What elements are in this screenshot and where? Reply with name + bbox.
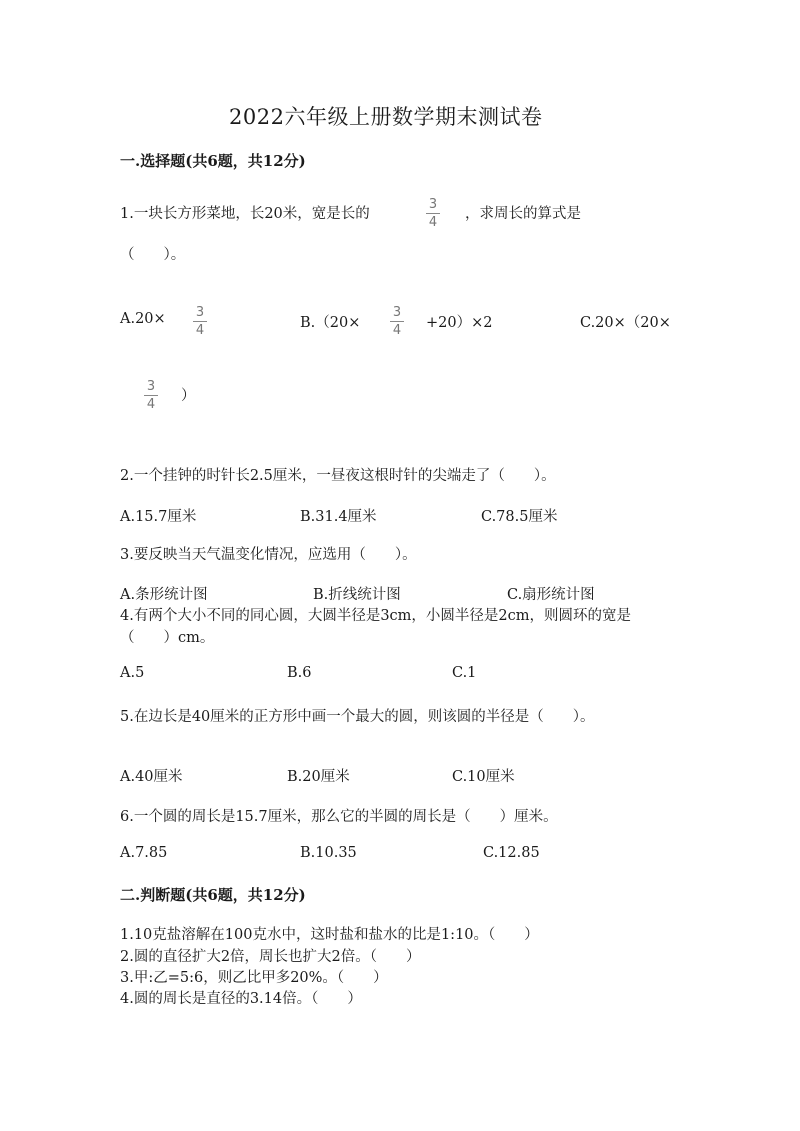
- q4-option-b: B.6: [287, 665, 312, 681]
- tf-item-1: 1.10克盐溶解在100克水中，这时盐和盐水的比是1:10。（ ）: [120, 927, 539, 943]
- q1-option-c-end: ）: [181, 388, 196, 404]
- q6-option-b: B.10.35: [300, 845, 357, 861]
- fraction-denominator: 4: [428, 215, 438, 230]
- q5-stem: 5.在边长是40厘米的正方形中画一个最大的圆，则该圆的半径是（ ）。: [120, 709, 595, 725]
- section-heading-true-false: 二.判断题(共6题，共12分): [120, 886, 306, 904]
- q1-stem-part1: 1.一块长方形菜地，长20米，宽是长的: [120, 206, 370, 222]
- q4-option-a: A.5: [120, 665, 145, 681]
- q1-option-c: C.20×（20×: [580, 315, 671, 331]
- q3-option-a: A.条形统计图: [120, 587, 208, 603]
- q2-stem: 2.一个挂钟的时针长2.5厘米，一昼夜这根时针的尖端走了（ ）。: [120, 468, 556, 484]
- fraction-numerator: 3: [428, 197, 438, 212]
- q5-option-a: A.40厘米: [120, 769, 183, 785]
- q2-option-a: A.15.7厘米: [120, 509, 197, 525]
- q1-stem-part2: ，求周长的算式是: [465, 206, 581, 222]
- q2-option-b: B.31.4厘米: [300, 509, 377, 525]
- q1-option-c-fraction: 3 4: [143, 380, 159, 411]
- q6-option-c: C.12.85: [483, 845, 540, 861]
- q1-option-b-pre: B.（20×: [300, 315, 361, 331]
- page-title: 2022六年级上册数学期末测试卷: [229, 105, 543, 129]
- section-heading-multiple-choice: 一.选择题(共6题，共12分): [120, 152, 306, 170]
- q2-option-c: C.78.5厘米: [481, 509, 558, 525]
- q4-stem-line2: （ ）cm。: [120, 630, 215, 646]
- tf-item-4: 4.圆的周长是直径的3.14倍。（ ）: [120, 991, 362, 1007]
- q4-stem-line1: 4.有两个大小不同的同心圆，大圆半径是3cm，小圆半径是2cm，则圆环的宽是: [120, 608, 632, 624]
- q1-fraction: [425, 198, 441, 229]
- q1-stem-part3: （ ）。: [120, 247, 186, 263]
- tf-item-3: 3.甲:乙=5:6，则乙比甲多20%。（ ）: [120, 970, 388, 986]
- q1-option-a-fraction: 3 4: [192, 306, 208, 337]
- q1-option-a: A.20×: [120, 311, 166, 327]
- q5-option-b: B.20厘米: [287, 769, 350, 785]
- q1-option-b-fraction: 3 4: [389, 306, 405, 337]
- q6-stem: 6.一个圆的周长是15.7厘米，那么它的半圆的周长是（ ）厘米。: [120, 809, 558, 825]
- q1-option-b-post: +20）×2: [426, 315, 493, 331]
- q3-option-c: C.扇形统计图: [507, 587, 595, 603]
- q3-option-b: B.折线统计图: [313, 587, 401, 603]
- fraction-bar: [426, 213, 440, 214]
- tf-item-2: 2.圆的直径扩大2倍，周长也扩大2倍。（ ）: [120, 949, 421, 965]
- q5-option-c: C.10厘米: [452, 769, 515, 785]
- q6-option-a: A.7.85: [120, 845, 168, 861]
- q3-stem: 3.要反映当天气温变化情况，应选用（ ）。: [120, 547, 417, 563]
- q4-option-c: C.1: [452, 665, 477, 681]
